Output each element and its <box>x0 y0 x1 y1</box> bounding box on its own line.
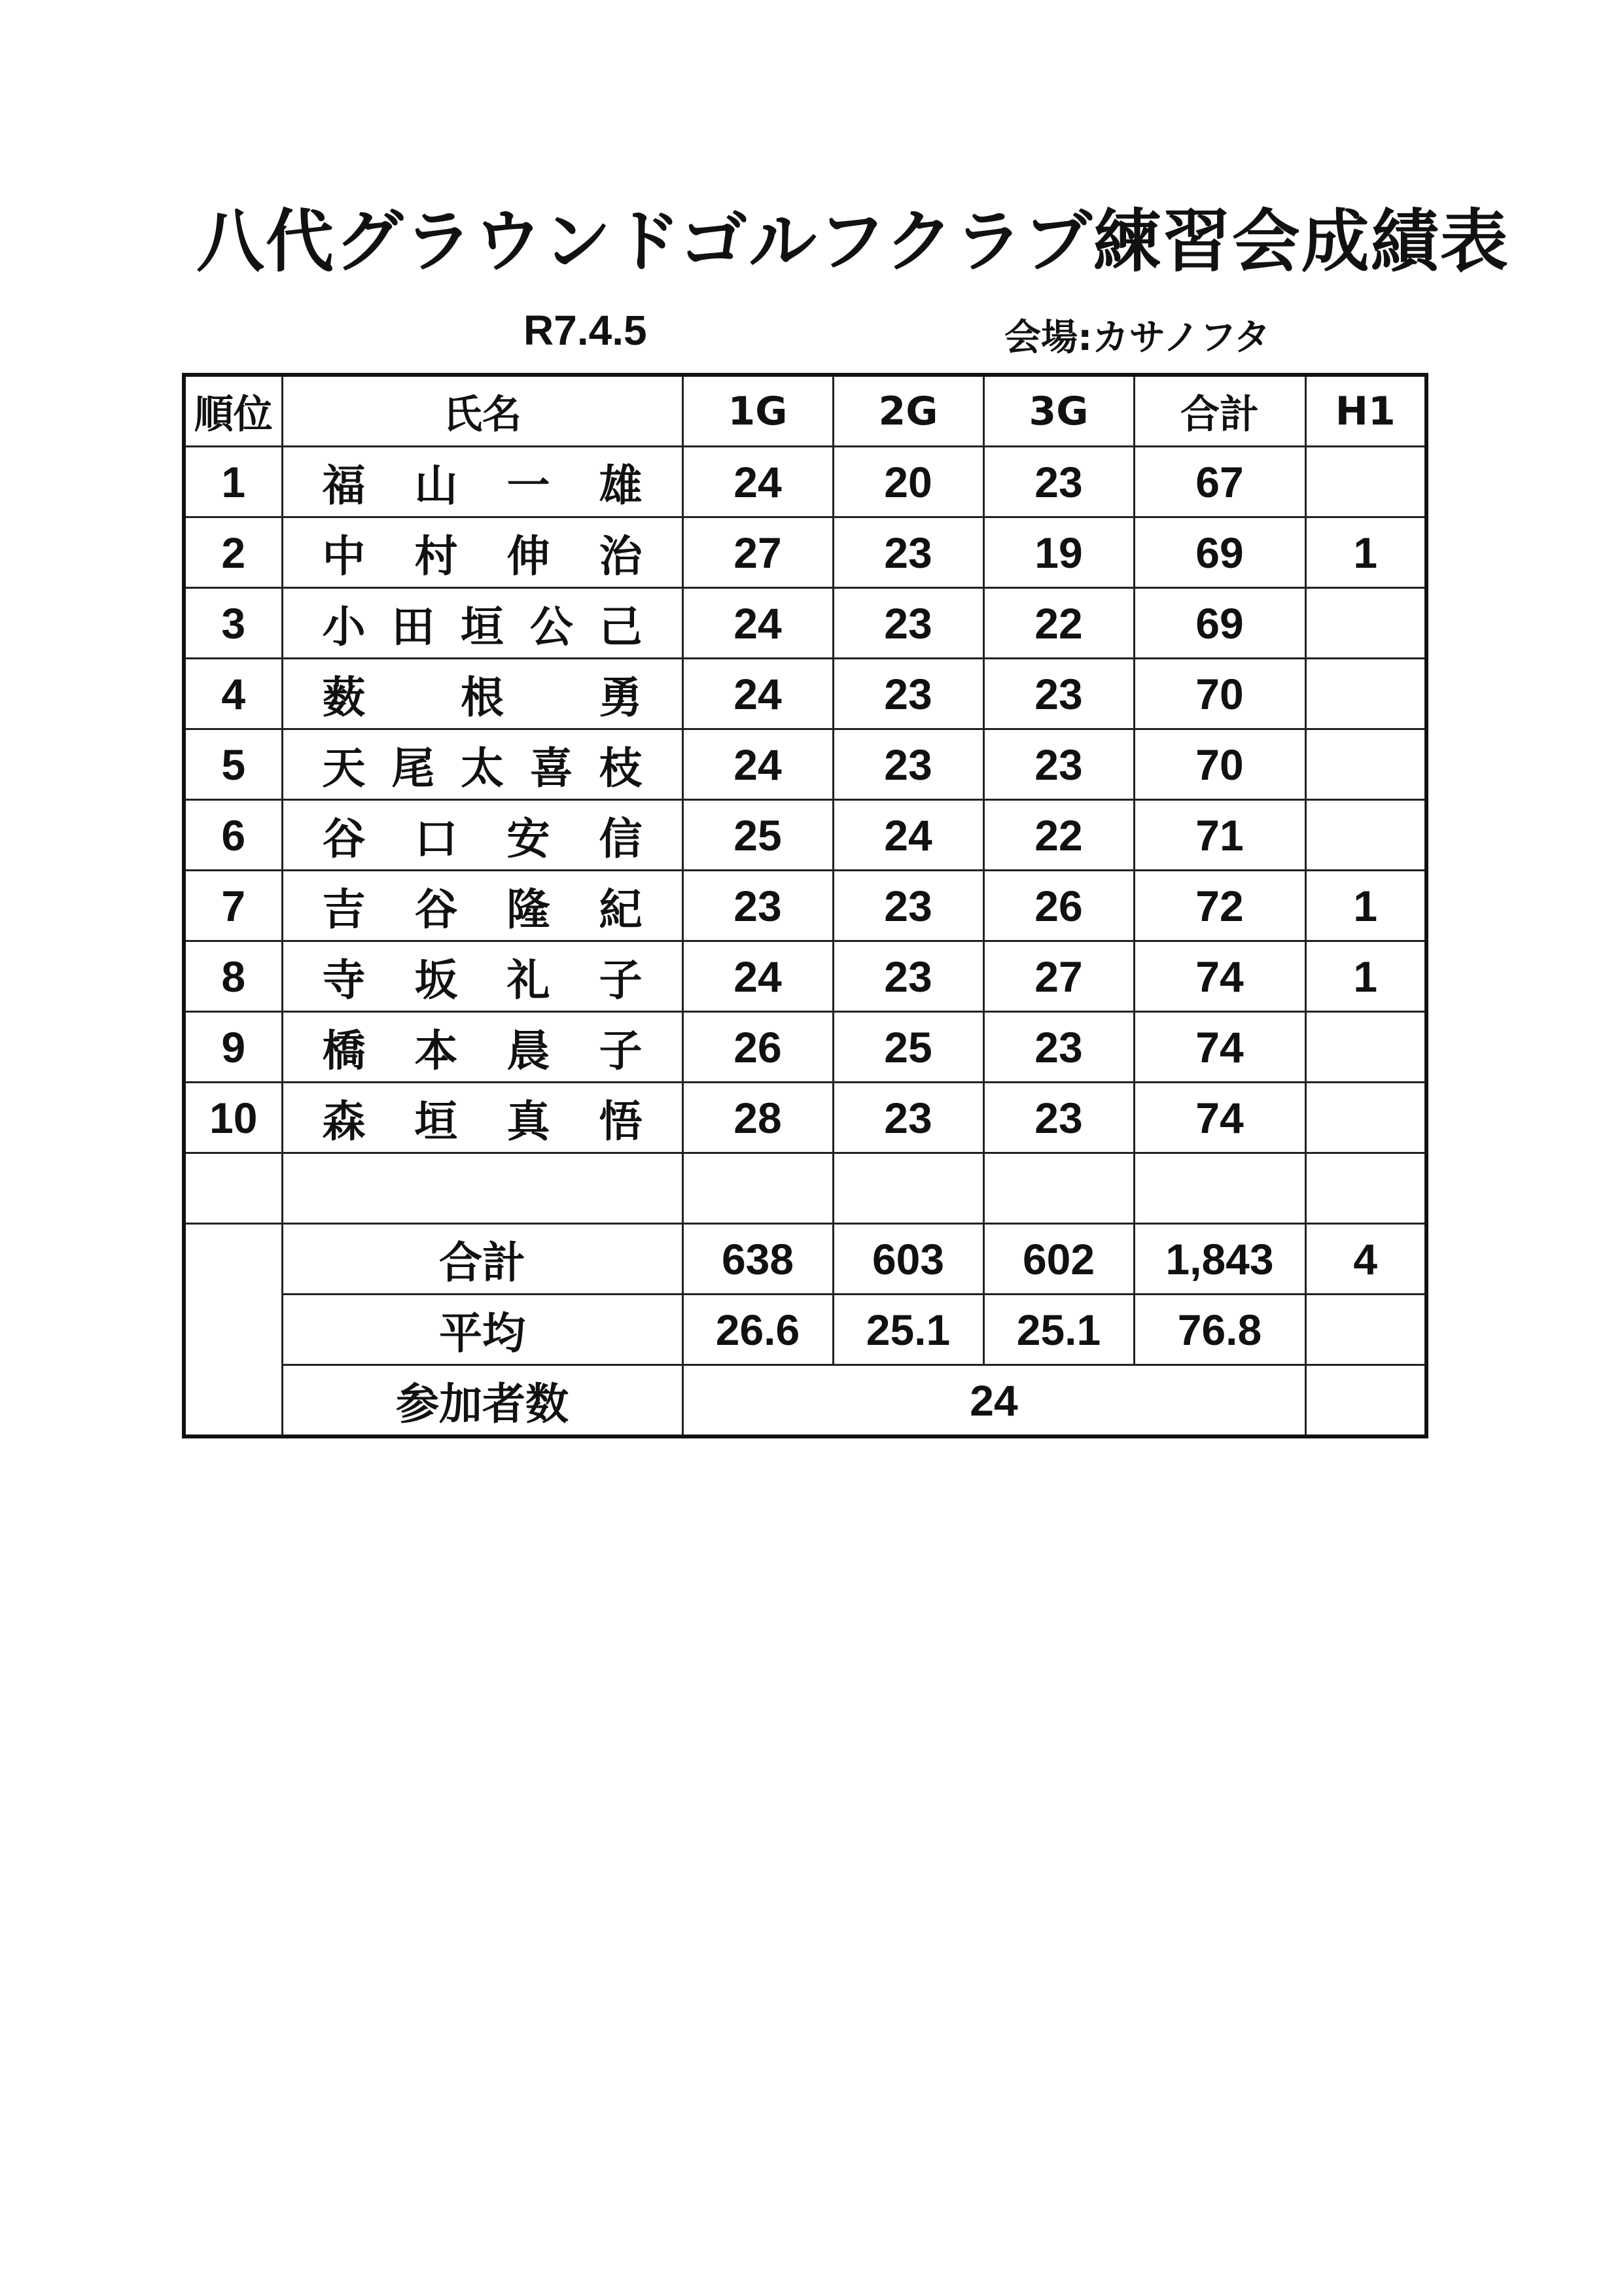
score-3g-cell: 23 <box>983 1012 1134 1083</box>
player-name <box>283 451 682 513</box>
player-name <box>283 1016 682 1078</box>
h1-cell <box>1305 1012 1426 1083</box>
name-cell <box>282 659 682 729</box>
sum-label: 合計 <box>282 1224 682 1295</box>
name-char: 山 <box>414 461 458 511</box>
name-char: 尾 <box>391 743 435 793</box>
player-name <box>283 733 682 795</box>
score-3g-cell: 22 <box>983 800 1134 871</box>
name-char: 晨 <box>506 1026 550 1076</box>
table-row <box>184 659 1426 729</box>
score-1g-cell: 24 <box>682 941 833 1012</box>
score-3g-cell: 19 <box>983 517 1134 588</box>
name-char: 枝 <box>599 743 643 793</box>
name-cell <box>282 729 682 800</box>
name-cell <box>282 871 682 941</box>
page-title: 八代グラウンドゴルフクラブ練習会成績表 <box>196 201 1509 281</box>
blank-cell <box>184 1153 282 1224</box>
h1-cell <box>1305 447 1426 517</box>
name-char: 喜 <box>529 743 573 793</box>
avg-2g: 25.1 <box>833 1295 983 1365</box>
score-1g-cell: 23 <box>682 871 833 941</box>
name-char: 治 <box>599 531 643 582</box>
table-header-row <box>184 375 1426 447</box>
score-3g-cell: 27 <box>983 941 1134 1012</box>
name-char: 一 <box>506 461 550 511</box>
sum-total: 1,843 <box>1134 1224 1305 1295</box>
total-cell: 74 <box>1134 1083 1305 1153</box>
player-name <box>283 875 682 937</box>
h1-cell: 1 <box>1305 941 1426 1012</box>
name-char: 垣 <box>414 1096 458 1147</box>
avg-label: 平均 <box>282 1295 682 1365</box>
name-cell <box>282 800 682 871</box>
participants-value: 24 <box>682 1365 1305 1437</box>
header-2g: 2G <box>833 375 983 447</box>
name-char: 信 <box>599 814 643 864</box>
summary-sum-row <box>184 1224 1426 1295</box>
avg-h1-blank <box>1305 1295 1426 1365</box>
score-1g-cell: 25 <box>682 800 833 871</box>
rank-cell: 10 <box>184 1083 282 1153</box>
score-2g-cell: 23 <box>833 871 983 941</box>
name-char: 根 <box>461 672 504 723</box>
h1-cell <box>1305 800 1426 871</box>
header-total: 合計 <box>1134 375 1305 447</box>
h1-cell <box>1305 1083 1426 1153</box>
name-char: 口 <box>414 814 458 864</box>
name-char: 伸 <box>506 531 550 582</box>
blank-row <box>184 1153 1426 1224</box>
rank-cell: 2 <box>184 517 282 588</box>
score-3g-cell: 23 <box>983 729 1134 800</box>
score-1g-cell: 27 <box>682 517 833 588</box>
name-char: 森 <box>322 1096 366 1147</box>
name-char: 安 <box>506 814 550 864</box>
name-char: 中 <box>322 531 366 582</box>
table-row <box>184 941 1426 1012</box>
score-2g-cell: 23 <box>833 517 983 588</box>
avg-1g: 26.6 <box>682 1295 833 1365</box>
score-1g-cell: 28 <box>682 1083 833 1153</box>
name-char: 寺 <box>322 955 366 1005</box>
name-char: 己 <box>599 602 643 652</box>
name-char: 隆 <box>506 884 550 935</box>
name-char: 橋 <box>322 1026 366 1076</box>
name-cell <box>282 941 682 1012</box>
sum-1g: 638 <box>682 1224 833 1295</box>
avg-total: 76.8 <box>1134 1295 1305 1365</box>
score-2g-cell: 23 <box>833 729 983 800</box>
score-3g-cell: 26 <box>983 871 1134 941</box>
score-3g-cell: 23 <box>983 659 1134 729</box>
name-char: 勇 <box>599 672 643 723</box>
blank-cell <box>682 1153 833 1224</box>
name-char: 谷 <box>322 814 366 864</box>
total-cell: 69 <box>1134 588 1305 659</box>
h1-cell <box>1305 588 1426 659</box>
sum-2g: 603 <box>833 1224 983 1295</box>
name-char: 天 <box>322 743 366 793</box>
player-name <box>283 592 682 654</box>
score-2g-cell: 24 <box>833 800 983 871</box>
name-char: 坂 <box>414 955 458 1005</box>
total-cell: 74 <box>1134 1012 1305 1083</box>
name-char: 村 <box>414 531 458 582</box>
participants-h1-blank <box>1305 1365 1426 1437</box>
name-char: 垣 <box>461 602 504 652</box>
summary-avg-row <box>184 1295 1426 1365</box>
event-venue: 会場:カサノフタ <box>1004 317 1271 359</box>
results-table <box>182 373 1428 1438</box>
score-3g-cell: 22 <box>983 588 1134 659</box>
table-row <box>184 588 1426 659</box>
blank-cell <box>983 1153 1134 1224</box>
rank-cell: 4 <box>184 659 282 729</box>
table-row <box>184 1083 1426 1153</box>
score-2g-cell: 23 <box>833 941 983 1012</box>
rank-cell: 6 <box>184 800 282 871</box>
score-1g-cell: 26 <box>682 1012 833 1083</box>
sum-h1: 4 <box>1305 1224 1426 1295</box>
rank-cell: 5 <box>184 729 282 800</box>
h1-cell: 1 <box>1305 517 1426 588</box>
score-2g-cell: 20 <box>833 447 983 517</box>
h1-cell <box>1305 659 1426 729</box>
score-2g-cell: 25 <box>833 1012 983 1083</box>
total-cell: 71 <box>1134 800 1305 871</box>
total-cell: 67 <box>1134 447 1305 517</box>
h1-cell: 1 <box>1305 871 1426 941</box>
name-char: 福 <box>322 461 366 511</box>
table-row <box>184 800 1426 871</box>
name-cell <box>282 517 682 588</box>
player-name <box>283 1087 682 1149</box>
name-cell <box>282 447 682 517</box>
total-cell: 69 <box>1134 517 1305 588</box>
name-char: 田 <box>391 602 435 652</box>
name-char: 子 <box>599 1026 643 1076</box>
total-cell: 70 <box>1134 729 1305 800</box>
name-char: 谷 <box>414 884 458 935</box>
summary-rank-blank <box>184 1224 282 1437</box>
header-rank: 順位 <box>184 375 282 447</box>
blank-cell <box>833 1153 983 1224</box>
name-char: 礼 <box>506 955 550 1005</box>
name-cell <box>282 1012 682 1083</box>
header-h1: H1 <box>1305 375 1426 447</box>
name-cell <box>282 1083 682 1153</box>
name-char: 公 <box>529 602 573 652</box>
player-name <box>283 521 682 583</box>
name-char: 雄 <box>599 461 643 511</box>
score-2g-cell: 23 <box>833 659 983 729</box>
player-name <box>283 804 682 866</box>
score-3g-cell: 23 <box>983 1083 1134 1153</box>
score-2g-cell: 23 <box>833 588 983 659</box>
table-row <box>184 517 1426 588</box>
rank-cell: 1 <box>184 447 282 517</box>
name-char: 吉 <box>322 884 366 935</box>
h1-cell <box>1305 729 1426 800</box>
rank-cell: 9 <box>184 1012 282 1083</box>
participants-label: 参加者数 <box>282 1365 682 1437</box>
rank-cell: 3 <box>184 588 282 659</box>
score-1g-cell: 24 <box>682 729 833 800</box>
name-char: 本 <box>414 1026 458 1076</box>
rank-cell: 7 <box>184 871 282 941</box>
total-cell: 70 <box>1134 659 1305 729</box>
header-3g: 3G <box>983 375 1134 447</box>
name-char: 悟 <box>599 1096 643 1147</box>
event-date: R7.4.5 <box>523 307 647 354</box>
score-1g-cell: 24 <box>682 659 833 729</box>
name-char: 薮 <box>322 672 366 723</box>
score-2g-cell: 23 <box>833 1083 983 1153</box>
name-char: 太 <box>461 743 504 793</box>
player-name <box>283 663 682 725</box>
player-name <box>283 945 682 1007</box>
table-row <box>184 871 1426 941</box>
name-char: 真 <box>506 1096 550 1147</box>
header-name: 氏名 <box>282 375 682 447</box>
total-cell: 72 <box>1134 871 1305 941</box>
rank-cell: 8 <box>184 941 282 1012</box>
score-3g-cell: 23 <box>983 447 1134 517</box>
header-1g: 1G <box>682 375 833 447</box>
blank-cell <box>1134 1153 1305 1224</box>
name-char: 子 <box>599 955 643 1005</box>
name-char: 小 <box>322 602 366 652</box>
table-row <box>184 729 1426 800</box>
avg-3g: 25.1 <box>983 1295 1134 1365</box>
total-cell: 74 <box>1134 941 1305 1012</box>
table-row <box>184 1012 1426 1083</box>
score-1g-cell: 24 <box>682 588 833 659</box>
sum-3g: 602 <box>983 1224 1134 1295</box>
blank-cell <box>1305 1153 1426 1224</box>
name-char: 紀 <box>599 884 643 935</box>
name-cell <box>282 588 682 659</box>
summary-participants-row <box>184 1365 1426 1437</box>
blank-cell <box>282 1153 682 1224</box>
table-row <box>184 447 1426 517</box>
score-1g-cell: 24 <box>682 447 833 517</box>
